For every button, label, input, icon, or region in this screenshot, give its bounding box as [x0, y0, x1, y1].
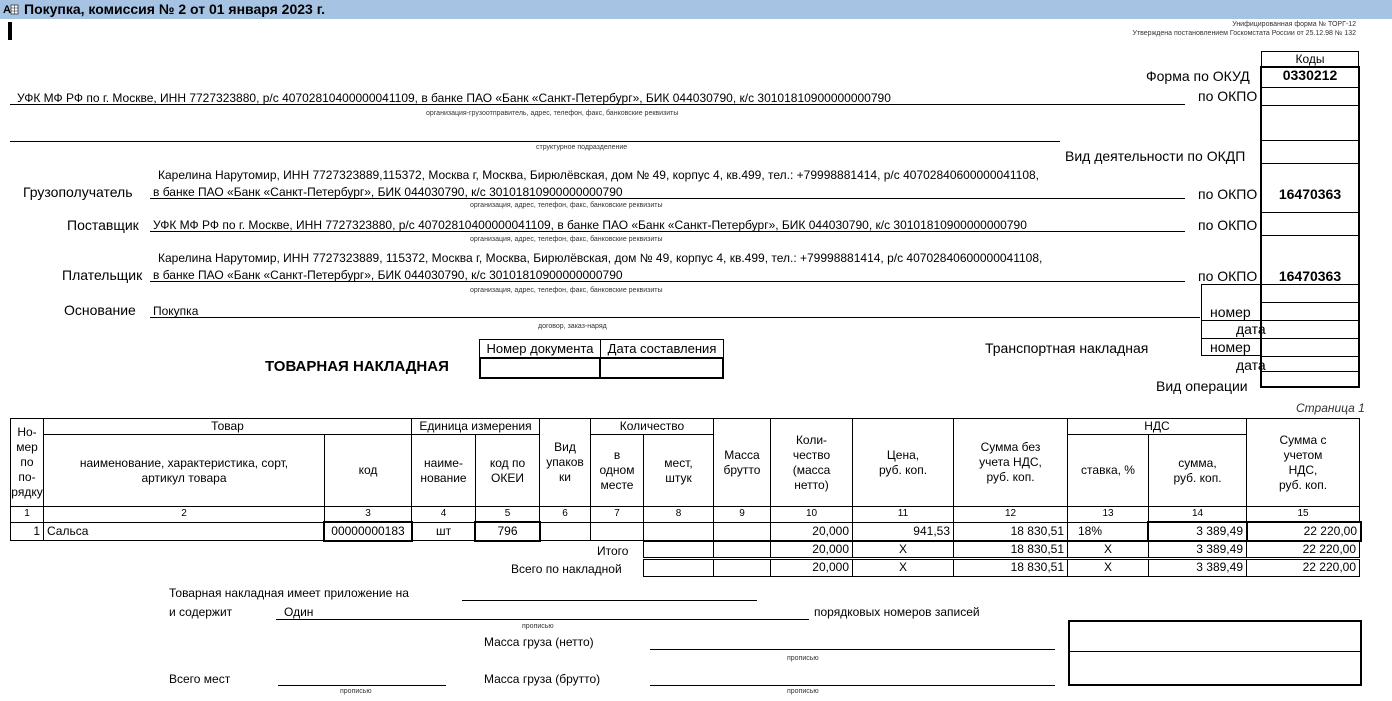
row-in-one — [590, 522, 644, 541]
col-header-sum-no-vat: Сумма без учета НДС, руб. коп. — [953, 418, 1068, 507]
row-pack — [539, 522, 591, 541]
shipper-text: УФК МФ РФ по г. Москве, ИНН 7727323880, р/с 40702810400000041109, в банке ПАО «Банк «Санкт-Петербург», БИК 044030790, к/с 30101810900000000790 — [17, 91, 891, 105]
consignee-okpo-label: по ОКПО — [1198, 186, 1258, 202]
shipper-caption: организация-грузоотправитель, адрес, телефон, факс, банковские реквизиты — [426, 110, 679, 117]
row-rate: 18% — [1067, 522, 1149, 541]
col-header-goods: Товар — [43, 418, 412, 435]
col-number: 4 — [411, 506, 476, 523]
itogo-gross — [713, 541, 771, 558]
col-header-rate: ставка, % — [1067, 434, 1149, 507]
okdp-label: Вид деятельности по ОКДП — [1065, 148, 1246, 164]
consignee-caption: организация, адрес, телефон, факс, банковские реквизиты — [470, 202, 663, 209]
col-header-net: Коли- чество (масса нетто) — [770, 418, 853, 507]
window-title-bar — [0, 0, 1392, 19]
contains-value: Один — [284, 605, 314, 619]
vsego-price: X — [852, 559, 954, 577]
col-number: 5 — [475, 506, 540, 523]
col-header-price: Цена, руб. коп. — [852, 418, 954, 507]
consignee-line2: в банке ПАО «Банк «Санкт-Петербург», БИК 044030790, к/с 30101810900000000790 — [153, 185, 623, 199]
col-number: 15 — [1246, 506, 1360, 523]
basis-number-label: номер — [1210, 304, 1251, 320]
svg-text:A: A — [3, 4, 11, 16]
row-gross — [713, 522, 771, 541]
doc-date-field — [599, 357, 724, 379]
col-number: 6 — [539, 506, 591, 523]
basis-text: Покупка — [153, 304, 199, 318]
itogo-total: 22 220,00 — [1246, 541, 1360, 558]
window-title: Покупка, комиссия № 2 от 01 января 2023 г. — [24, 1, 326, 17]
transport-label: Транспортная накладная — [985, 340, 1149, 356]
contains-label: и содержит — [169, 605, 233, 619]
itogo-net: 20,000 — [770, 541, 853, 558]
doc-number-field — [479, 357, 601, 379]
approved-label: Утверждена постановлением Госкомстата России от 25.12.98 № 132 — [1132, 30, 1356, 37]
operation-label: Вид операции — [1156, 378, 1248, 394]
net-mass-label: Масса груза (нетто) — [484, 635, 594, 649]
basis-caption: договор, заказ-наряд — [538, 323, 607, 330]
codes-column — [1260, 66, 1360, 388]
transport-date-label: дата — [1236, 357, 1266, 373]
net-propisyu-caption: прописью — [787, 655, 819, 662]
appendix-label: Товарная накладная имеет приложение на — [169, 586, 409, 600]
col-header-vat-sum: сумма, руб. коп. — [1148, 434, 1247, 507]
doc-date-header: Дата составления — [600, 339, 724, 358]
col-number: 7 — [590, 506, 644, 523]
col-header-pack: Вид упаков ки — [539, 418, 591, 507]
row-okei: 796 — [474, 521, 541, 542]
gross-mass-label: Масса груза (брутто) — [484, 672, 601, 686]
records-label: порядковых номеров записей — [814, 605, 980, 619]
row-total: 22 220,00 — [1246, 521, 1362, 542]
vsego-rate: X — [1067, 559, 1149, 577]
vsego-sum: 18 830,51 — [953, 559, 1068, 577]
itogo-rate: X — [1067, 541, 1149, 558]
col-header-gross: Масса брутто — [713, 418, 771, 507]
vsego-label: Всего по накладной — [511, 562, 622, 576]
col-number: 3 — [324, 506, 412, 523]
col-header-places: мест, штук — [643, 434, 714, 507]
basis-date-label: дата — [1236, 321, 1266, 337]
col-header-in-one: в одном месте — [590, 434, 644, 507]
row-num: 1 — [10, 522, 44, 541]
supplier-caption: организация, адрес, телефон, факс, банковские реквизиты — [470, 236, 663, 243]
row-code: 00000000183 — [323, 521, 413, 542]
itogo-places — [643, 541, 714, 558]
itogo-vat: 3 389,49 — [1148, 541, 1247, 558]
col-number: 11 — [852, 506, 954, 523]
codes-header: Коды — [1261, 51, 1359, 68]
col-header-code: код — [324, 434, 412, 507]
row-price: 941,53 — [852, 522, 954, 541]
col-header-sum-with-vat: Сумма с учетом НДС, руб. коп. — [1246, 418, 1360, 507]
page-number: Страница 1 — [1296, 401, 1365, 415]
transport-number-label: номер — [1210, 339, 1251, 355]
supplier-label: Поставщик — [67, 217, 139, 233]
shipper-okpo-label: по ОКПО — [1198, 88, 1258, 104]
col-number: 14 — [1148, 506, 1247, 523]
okud-label: Форма по ОКУД — [1146, 68, 1250, 84]
unified-form-label: Унифицированная форма № ТОРГ-12 — [1232, 21, 1356, 28]
col-header-unit-name: наиме- нование — [411, 434, 476, 507]
itogo-sum: 18 830,51 — [953, 541, 1068, 558]
col-header-vat: НДС — [1067, 418, 1247, 435]
row-sum: 18 830,51 — [953, 522, 1068, 541]
row-places — [643, 522, 714, 541]
col-number: 2 — [43, 506, 325, 523]
vsego-places — [643, 559, 714, 577]
itogo-label: Итого — [597, 544, 629, 558]
payer-line2: в банке ПАО «Банк «Санкт-Петербург», БИК 044030790, к/с 30101810900000000790 — [153, 268, 623, 282]
vsego-net: 20,000 — [770, 559, 853, 577]
col-number: 10 — [770, 506, 853, 523]
doc-number-header: Номер документа — [479, 339, 601, 358]
col-header-unit: Единица измерения — [411, 418, 540, 435]
consignee-okpo: 16470363 — [1278, 186, 1342, 202]
text-cursor — [8, 22, 12, 40]
col-header-goods-name: наименование, характеристика, сорт, артикул товара — [43, 434, 325, 507]
col-header-qty: Количество — [590, 418, 714, 435]
col-header-okei: код по ОКЕИ — [475, 434, 540, 507]
row-name: Сальса — [43, 522, 325, 541]
col-number: 8 — [643, 506, 714, 523]
col-number: 1 — [10, 506, 44, 523]
col-number: 13 — [1067, 506, 1149, 523]
payer-caption: организация, адрес, телефон, факс, банковские реквизиты — [470, 287, 663, 294]
payer-okpo-label: по ОКПО — [1198, 268, 1258, 284]
row-vat: 3 389,49 — [1147, 521, 1248, 542]
propisyu-caption: прописью — [522, 623, 554, 630]
vsego-total: 22 220,00 — [1246, 559, 1360, 577]
mass-box — [1068, 620, 1362, 686]
supplier-okpo-label: по ОКПО — [1198, 217, 1258, 233]
vsego-vat: 3 389,49 — [1148, 559, 1247, 577]
itogo-price: X — [852, 541, 954, 558]
col-header-num: Но- мер по по- рядку — [10, 418, 44, 507]
col-number: 12 — [953, 506, 1068, 523]
document-title: ТОВАРНАЯ НАКЛАДНАЯ — [265, 358, 449, 375]
division-caption: структурное подразделение — [536, 144, 628, 151]
okud-code: 0330212 — [1282, 67, 1338, 83]
gross-propisyu-caption: прописью — [787, 688, 819, 695]
consignee-label: Грузополучатель — [23, 184, 133, 200]
consignee-line1: Карелина Нарутомир, ИНН 7727323889,115372, Москва г, Москва, Бирюлёвская, дом № 49, корпус 4, кв.499, тел.: +79998881414, р/с 40702840600000041108, — [158, 168, 1040, 182]
row-net: 20,000 — [770, 522, 853, 541]
payer-line1: Карелина Нарутомир, ИНН 7727323889, 115372, Москва г, Москва, Бирюлёвская, дом № 49, корпус 4, кв.499, тел.: +79998881414, р/с 40702840600000041108, — [158, 251, 1043, 265]
basis-label: Основание — [64, 302, 136, 318]
supplier-text: УФК МФ РФ по г. Москве, ИНН 7727323880, р/с 40702810400000041109, в банке ПАО «Банк «Санкт-Петербург», БИК 044030790, к/с 30101810900000000790 — [153, 218, 1027, 232]
vsego-gross — [713, 559, 771, 577]
row-unit: шт — [411, 522, 476, 541]
payer-label: Плательщик — [62, 267, 143, 283]
places-propisyu-caption: прописью — [340, 688, 372, 695]
col-number: 9 — [713, 506, 771, 523]
form-icon — [3, 2, 19, 16]
places-label: Всего мест — [169, 672, 231, 686]
payer-okpo: 16470363 — [1278, 268, 1342, 284]
